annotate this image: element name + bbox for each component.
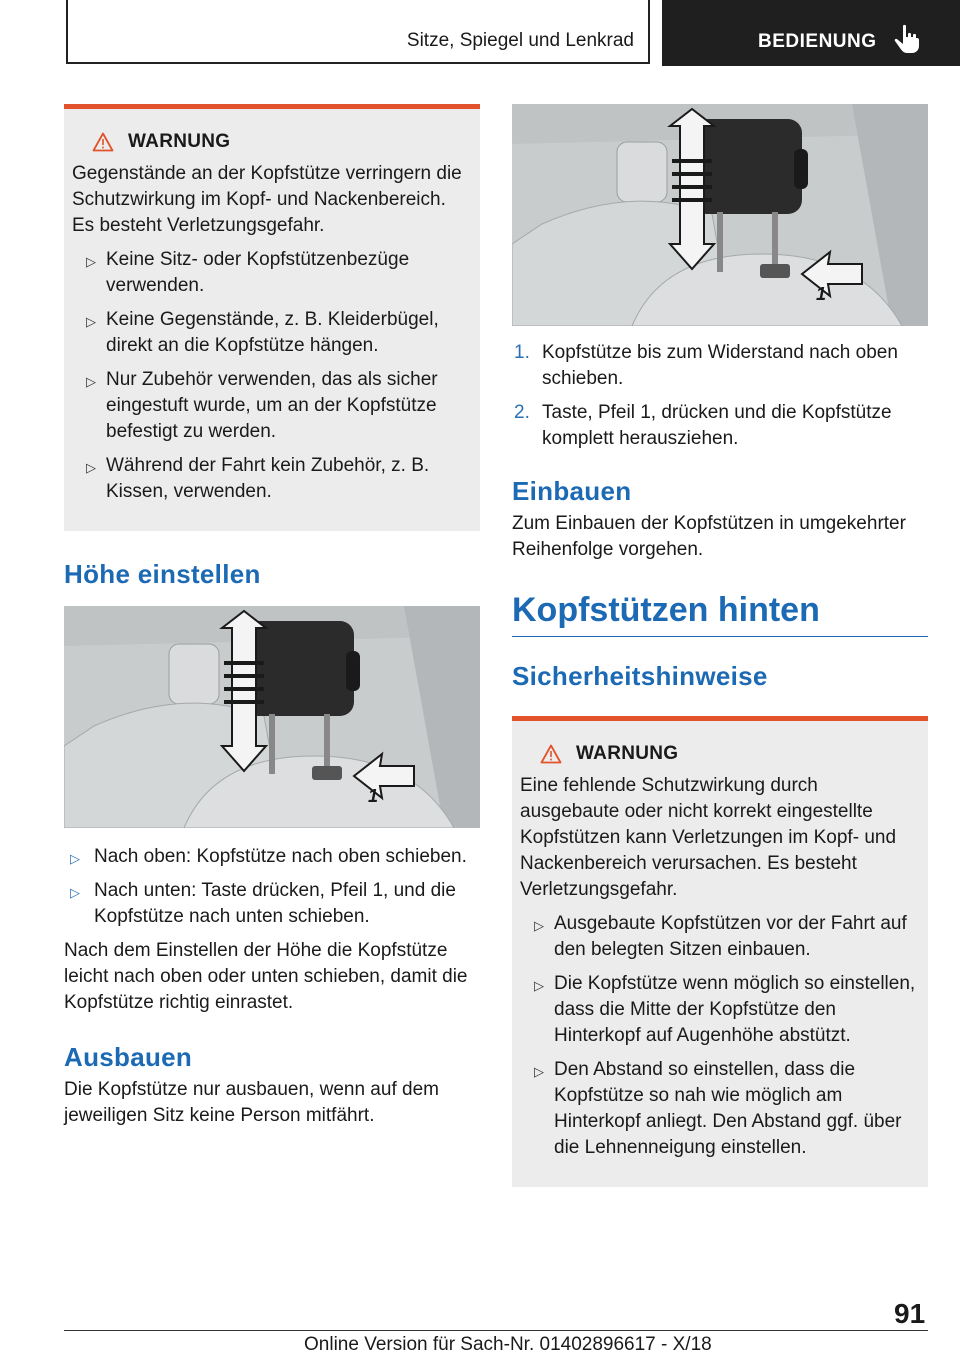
left-column (64, 104, 480, 1129)
warning-box-front (64, 104, 480, 531)
list-item: ▷ Nur Zubehör verwenden, das als sicher eingestuft wurde, um an der Kopfstütze befestigt zu werden. (86, 369, 438, 442)
warning-title: WARNUNG (128, 131, 231, 152)
list-item: ▷ Die Kopfstütze wenn möglich so einstellen, dass die Mitte der Kopfstütze den Hinterkopf auf Augenhöhe abstützt. (534, 973, 916, 1046)
remove-steps-list (512, 340, 928, 452)
bullet-triangle-icon: ▷ (86, 374, 96, 389)
bullet-triangle-icon: ▷ (534, 978, 544, 993)
warning-heading (540, 743, 920, 765)
remove-paragraph: Die Kopfstütze nur ausbauen, wenn auf dem jeweiligen Sitz keine Person mitfährt. (64, 1079, 439, 1126)
list-item: ▷ Ausgebaute Kopfstützen vor der Fahrt auf den belegten Sitzen einbauen. (534, 913, 907, 960)
footer-divider (64, 1330, 928, 1331)
footer-version-text: Online Version für Sach-Nr. 01402896617 - X/18 (304, 1334, 712, 1355)
heading-ausbauen: Ausbauen (64, 1042, 193, 1072)
bullet-triangle-icon: ▷ (534, 1064, 544, 1079)
bullet-triangle-icon: ▷ (86, 460, 96, 475)
warning-heading (92, 131, 472, 153)
page-number: 91 (894, 1298, 926, 1329)
heading-sicherheitshinweise: Sicherheitshinweise (512, 661, 768, 691)
header-chapter-tab[interactable] (662, 0, 960, 66)
list-item: 2. Taste, Pfeil 1, drücken und die Kopfstütze komplett herausziehen. (514, 402, 892, 449)
list-item: ▷ Nach unten: Taste drücken, Pfeil 1, und die Kopfstütze nach unten schieben. (70, 880, 456, 927)
header-chapter-title: BEDIENUNG (758, 31, 877, 52)
headrest-illustration-remove (512, 104, 928, 326)
bullet-triangle-icon: ▷ (70, 851, 80, 866)
bullet-triangle-icon: ▷ (86, 254, 96, 269)
heading-kopfstuetzen-hinten: Kopfstützen hinten (512, 591, 928, 637)
warning-triangle-icon (540, 744, 562, 764)
warning-title: WARNUNG (576, 743, 679, 764)
list-item: ▷ Keine Gegenstände, z. B. Kleiderbügel, direkt an die Kopfstütze hängen. (86, 309, 439, 356)
header-section-box (66, 0, 650, 64)
figure-callout-1: 1 (816, 284, 827, 304)
warning-box-rear (512, 716, 928, 1187)
figure-callout-1: 1 (368, 786, 379, 806)
list-item: ▷ Nach oben: Kopfstütze nach oben schieben. (64, 844, 480, 870)
list-item: 1. Kopfstütze bis zum Widerstand nach oben schieben. (514, 342, 898, 389)
list-item: ▷ Den Abstand so einstellen, dass die Kopfstütze so nah wie möglich am Hinterkopf anliegt. Den Abstand ggf. über die Lehnenneigung einstellen. (534, 1059, 902, 1158)
list-item: ▷ Während der Fahrt kein Zubehör, z. B. Kissen, verwenden. (86, 455, 430, 502)
bullet-triangle-icon: ▷ (70, 885, 80, 900)
warning-list (520, 911, 920, 1161)
header-section-title: Sitze, Spiegel und Lenkrad (406, 30, 634, 51)
pointing-hand-icon (894, 24, 920, 54)
warning-text: Eine fehlende Schutzwirkung durch ausgebaute oder nicht korrekt eingestellte Kopfstützen kann Verletzungen im Kopf- und Nackenbereich verursachen. Es besteht Verletzungsgefahr. (520, 775, 897, 900)
height-paragraph: Nach dem Einstellen der Höhe die Kopfstütze leicht nach oben oder unten schieben, damit die Kopfstütze richtig einrastet. (64, 940, 468, 1013)
bullet-triangle-icon: ▷ (534, 918, 544, 933)
right-column (512, 104, 928, 1187)
list-item: ▷ Keine Sitz- oder Kopfstützenbezüge verwenden. (86, 249, 410, 296)
heading-hoehe-einstellen: Höhe einstellen (64, 559, 261, 589)
headrest-illustration-height (64, 606, 480, 828)
warning-triangle-icon (92, 132, 114, 152)
warning-list (72, 247, 472, 505)
heading-einbauen: Einbauen (512, 476, 632, 506)
height-list (64, 844, 480, 930)
warning-text: Gegenstände an der Kopfstütze verringern die Schutzwirkung im Kopf- und Nackenbereich. Es besteht Verletzungsgefahr. (72, 163, 462, 236)
bullet-triangle-icon: ▷ (86, 314, 96, 329)
install-paragraph: Zum Einbauen der Kopfstützen in umgekehrter Reihenfolge vorgehen. (512, 513, 906, 560)
